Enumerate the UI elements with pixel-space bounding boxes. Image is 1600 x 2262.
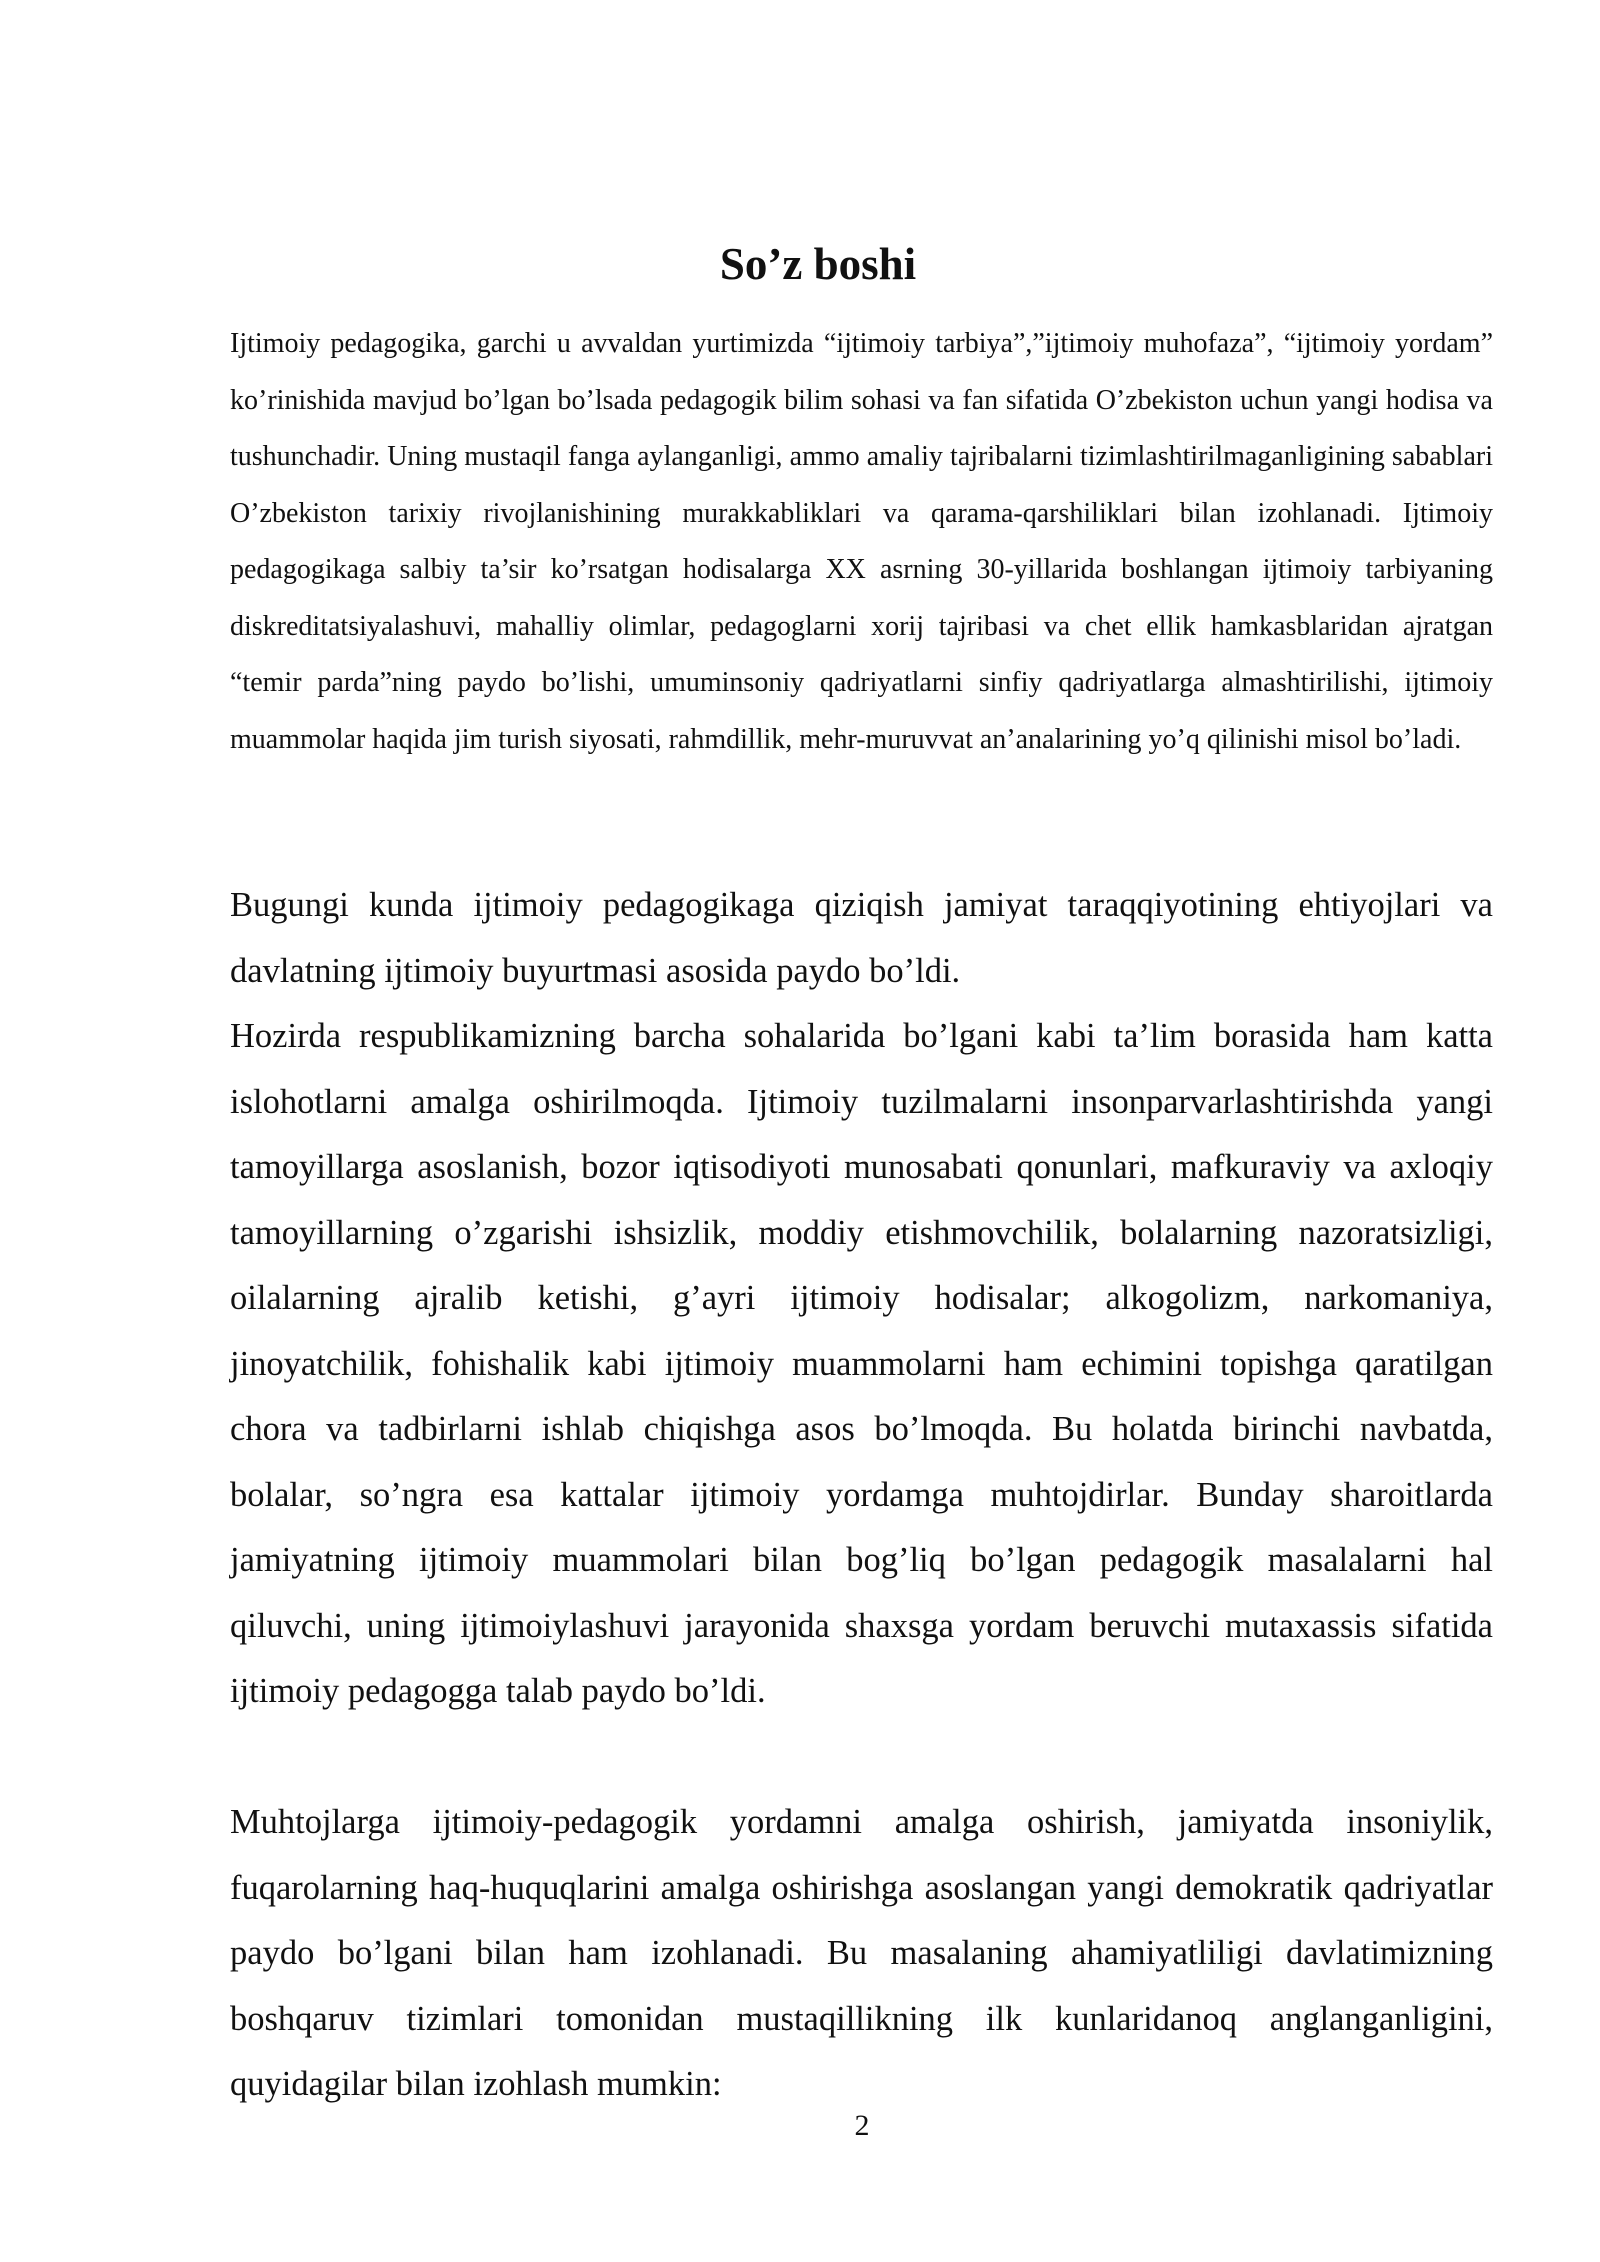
page-title: So’z boshi bbox=[719, 239, 917, 289]
paragraph-interest: Bugungi kunda ijtimoiy pedagogikaga qiziqish jamiyat taraqqiyotining ehtiyojlari va davlatning ijtimoiy buyurtmasi asosida paydo bo’ldi. bbox=[230, 886, 1493, 990]
page-number: 2 bbox=[854, 2109, 870, 2142]
paragraph-reforms: Hozirda respublikamizning barcha sohalarida bo’lgani kabi ta’lim borasida ham katta islohotlarni amalga oshirilmoqda. Ijtimoiy tuzilmalarni insonparvarlashtirishda yangi tamoyillarga asoslanish, bozor iqtisodiyoti munosabati qonunlari, mafkuraviy va axloqiy tamoyillarning o’zgarishi ishsizlik, moddiy etishmovchilik, bolalarning nazoratsizligi, oilalarning ajralib ketishi, g’ayri ijtimoiy hodisalar; alkogolizm, narkomaniya, jinoyatchilik, fohishalik kabi ijtimoiy muammolarni ham echimini topishga qaratilgan chora va tadbirlarni ishlab chiqishga asos bo’lmoqda. Bu holatda birinchi navbatda, bolalar, so’ngra esa kattalar ijtimoiy yordamga muhtojdirlar. Bunday sharoitlarda jamiyatning ijtimoiy muammolari bilan bog’liq bo’lgan pedagogik masalalarni hal qiluvchi, uning ijtimoiylashuvi jarayonida shaxsga yordam beruvchi mutaxassis sifatida ijtimoiy pedagogga talab paydo bo’ldi. bbox=[230, 1017, 1493, 1710]
paragraph-intro: Ijtimoiy pedagogika, garchi u avvaldan yurtimizda “ijtimoiy tarbiya”,”ijtimoiy muhofaza”, “ijtimoiy yordam” ko’rinishida mavjud bo’lgan bo’lsada pedagogik bilim sohasi va fan sifatida O’zbekiston uchun yangi hodisa va tushunchadir. Uning mustaqil fanga aylanganligi, ammo amaliy tajribalarni tizimlashtirilmaganligining sabablari O’zbekiston tarixiy rivojlanishining murakkabliklari va qarama-qarshiliklari bilan izohlanadi. Ijtimoiy pedagogikaga salbiy ta’sir ko’rsatgan hodisalarga XX asrning 30-yillarida boshlangan ijtimoiy tarbiyaning diskreditatsiyalashuvi, mahalliy olimlar, pedagoglarni xorij tajribasi va chet ellik hamkasblaridan ajratgan “temir parda”ning paydo bo’lishi, umuminsoniy qadriyatlarni sinfiy qadriyatlarga almashtirilishi, ijtimoiy muammolar haqida jim turish siyosati, rahmdillik, mehr-muruvvat an’analarining yo’q qilinishi misol bo’ladi. bbox=[230, 328, 1493, 755]
paragraph-assistance: Muhtojlarga ijtimoiy-pedagogik yordamni amalga oshirish, jamiyatda insoniylik, fuqarolarning haq-huquqlarini amalga oshirishga asoslangan yangi demokratik qadriyatlar paydo bo’lgani bilan ham izohlanadi. Bu masalaning ahamiyatliligi davlatimizning boshqaruv tizimlari tomonidan mustaqillikning ilk kunlaridanoq anglanganligini, quyidagilar bilan izohlash mumkin: bbox=[230, 1803, 1493, 2103]
